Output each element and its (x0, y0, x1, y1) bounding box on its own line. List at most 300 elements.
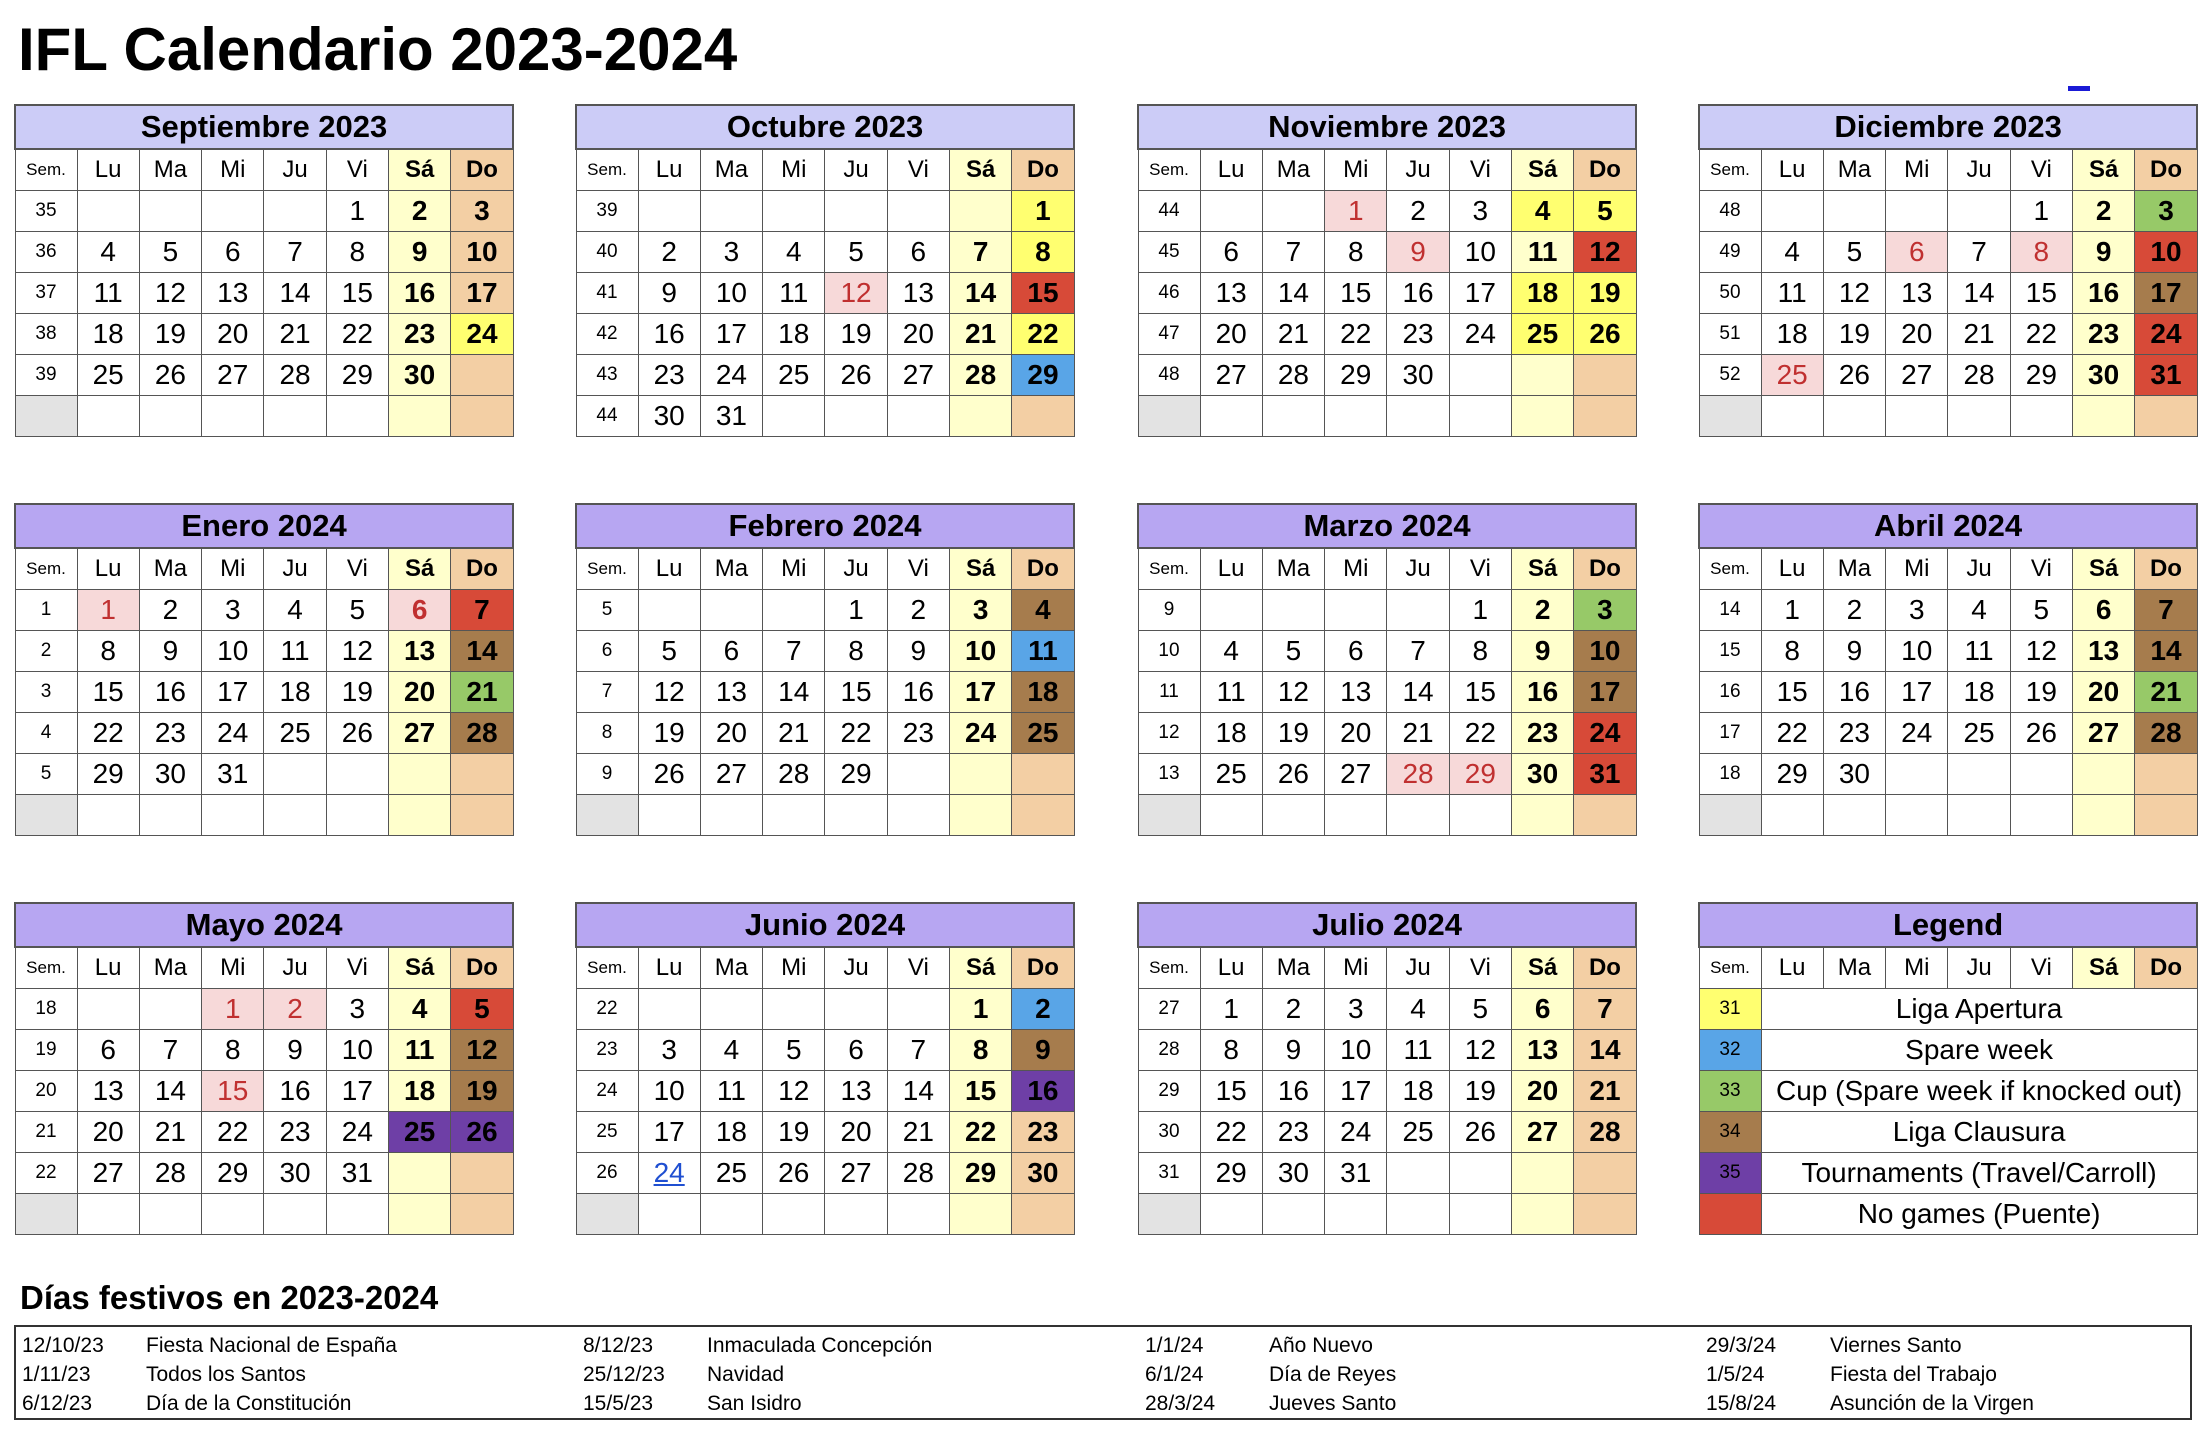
day-cell: 3 (1449, 191, 1511, 232)
legend-swatch: 32 (1699, 1030, 1761, 1071)
day-cell: 29 (1200, 1153, 1262, 1194)
day-cell: 17 (1449, 273, 1511, 314)
day-cell: 21 (139, 1112, 201, 1153)
day-cell: 28 (139, 1153, 201, 1194)
day-cell: 4 (1012, 590, 1074, 631)
weekday-header-wednesday: Mi (1886, 548, 1948, 590)
day-cell: 16 (638, 314, 700, 355)
day-cell: 10 (1574, 631, 1636, 672)
week-number: 9 (576, 754, 638, 795)
day-cell (1262, 590, 1324, 631)
day-cell: 11 (763, 273, 825, 314)
day-cell: 22 (202, 1112, 264, 1153)
day-cell: 13 (825, 1071, 887, 1112)
day-cell: 29 (949, 1153, 1011, 1194)
week-row (15, 1112, 513, 1153)
day-cell (326, 795, 388, 836)
day-cell: 27 (1511, 1112, 1573, 1153)
day-cell: 14 (2135, 631, 2197, 672)
day-cell (887, 1194, 949, 1235)
day-cell: 31 (2135, 355, 2197, 396)
day-cell: 21 (887, 1112, 949, 1153)
day-cell (2010, 795, 2072, 836)
month-calendar (1137, 503, 1637, 836)
day-cell: 5 (1823, 232, 1885, 273)
day-cell: 22 (2010, 314, 2072, 355)
holiday-item (22, 1389, 397, 1418)
weekday-header-friday: Vi (887, 548, 949, 590)
day-cell: 27 (887, 355, 949, 396)
day-cell: 11 (700, 1071, 762, 1112)
selection-marker (2068, 86, 2090, 91)
legend-swatch: 31 (1699, 989, 1761, 1030)
day-cell: 10 (202, 631, 264, 672)
week-number: 30 (1138, 1112, 1200, 1153)
day-cell: 24 (949, 713, 1011, 754)
day-cell (77, 396, 139, 437)
holiday-date: 1/1/24 (1145, 1334, 1204, 1357)
week-row (576, 1194, 1074, 1235)
day-cell: 9 (139, 631, 201, 672)
week-header: Sem. (576, 947, 638, 989)
month-title: Marzo 2024 (1138, 504, 1636, 548)
day-cell (264, 191, 326, 232)
weekday-header-saturday: Sá (2072, 947, 2134, 989)
week-header: Sem. (15, 149, 77, 191)
day-cell: 5 (638, 631, 700, 672)
day-cell (1948, 191, 2010, 232)
day-cell: 14 (1948, 273, 2010, 314)
day-cell: 13 (1200, 273, 1262, 314)
day-cell: 28 (1387, 754, 1449, 795)
day-cell: 6 (202, 232, 264, 273)
day-cell (763, 396, 825, 437)
day-cell: 4 (700, 1030, 762, 1071)
week-row (15, 1153, 513, 1194)
day-cell: 31 (326, 1153, 388, 1194)
day-cell (451, 396, 513, 437)
week-row (1699, 795, 2197, 836)
day-cell: 27 (388, 713, 450, 754)
day-cell (1823, 396, 1885, 437)
weekday-header-thursday: Ju (1948, 947, 2010, 989)
week-row (1138, 1030, 1636, 1071)
weekday-header-sunday: Do (2135, 548, 2197, 590)
day-cell: 30 (1012, 1153, 1074, 1194)
weekday-header-saturday: Sá (1511, 947, 1573, 989)
weekday-header-friday: Vi (2010, 947, 2072, 989)
day-cell: 10 (2135, 232, 2197, 273)
day-cell: 21 (763, 713, 825, 754)
day-cell: 15 (1325, 273, 1387, 314)
day-cell (700, 191, 762, 232)
day-cell: 29 (202, 1153, 264, 1194)
day-cell: 8 (202, 1030, 264, 1071)
day-cell: 20 (77, 1112, 139, 1153)
day-cell: 4 (1511, 191, 1573, 232)
week-number: 8 (576, 713, 638, 754)
day-cell: 5 (326, 590, 388, 631)
day-cell: 3 (451, 191, 513, 232)
week-row (576, 672, 1074, 713)
week-number: 5 (576, 590, 638, 631)
day-cell (700, 989, 762, 1030)
day-cell (1511, 1153, 1573, 1194)
day-cell (763, 1194, 825, 1235)
day-cell: 1 (2010, 191, 2072, 232)
day-cell: 16 (1387, 273, 1449, 314)
day-cell (451, 355, 513, 396)
month-title: Julio 2024 (1138, 903, 1636, 947)
day-cell: 2 (264, 989, 326, 1030)
week-number: 3 (15, 672, 77, 713)
day-cell: 17 (949, 672, 1011, 713)
weekday-header-monday: Lu (1200, 149, 1262, 191)
week-header: Sem. (1138, 947, 1200, 989)
day-cell: 16 (1262, 1071, 1324, 1112)
day-cell: 2 (887, 590, 949, 631)
day-cell (1449, 355, 1511, 396)
day-cell: 14 (139, 1071, 201, 1112)
day-cell: 12 (763, 1071, 825, 1112)
day-cell: 25 (388, 1112, 450, 1153)
day-cell: 16 (1823, 672, 1885, 713)
weekday-header-monday: Lu (1200, 548, 1262, 590)
day-cell: 23 (2072, 314, 2134, 355)
week-row (15, 314, 513, 355)
day-cell: 9 (887, 631, 949, 672)
day-cell: 24 (451, 314, 513, 355)
weekday-header-friday: Vi (326, 947, 388, 989)
day-cell: 2 (1387, 191, 1449, 232)
weekday-header-friday: Vi (326, 149, 388, 191)
day-cell: 28 (1948, 355, 2010, 396)
holiday-name: Viernes Santo (1830, 1334, 1962, 1357)
weekday-header-tuesday: Ma (1262, 947, 1324, 989)
day-cell: 26 (825, 355, 887, 396)
week-number: 40 (576, 232, 638, 273)
week-number: 10 (1138, 631, 1200, 672)
legend-table (1698, 902, 2198, 1235)
week-number: 25 (576, 1112, 638, 1153)
week-number: 35 (15, 191, 77, 232)
weekday-header-saturday: Sá (949, 947, 1011, 989)
weekday-header-friday: Vi (2010, 149, 2072, 191)
day-cell (949, 1194, 1011, 1235)
day-cell: 4 (1948, 590, 2010, 631)
day-cell: 27 (700, 754, 762, 795)
day-cell: 30 (2072, 355, 2134, 396)
holiday-item (1706, 1389, 2034, 1418)
week-number: 31 (1138, 1153, 1200, 1194)
day-cell: 28 (949, 355, 1011, 396)
week-number: 49 (1699, 232, 1761, 273)
day-cell: 2 (139, 590, 201, 631)
day-cell: 30 (1511, 754, 1573, 795)
day-cell (1886, 191, 1948, 232)
day-cell: 29 (1449, 754, 1511, 795)
holiday-item (1145, 1389, 1396, 1418)
week-header: Sem. (1138, 548, 1200, 590)
weekday-header-thursday: Ju (1387, 149, 1449, 191)
week-number: 20 (15, 1071, 77, 1112)
week-row (15, 191, 513, 232)
day-cell (1325, 795, 1387, 836)
day-cell (326, 754, 388, 795)
day-cell: 1 (326, 191, 388, 232)
week-number: 48 (1138, 355, 1200, 396)
week-row (1138, 989, 1636, 1030)
month-calendar (1698, 503, 2198, 836)
day-cell (388, 754, 450, 795)
day-cell: 15 (77, 672, 139, 713)
day-cell (887, 795, 949, 836)
week-row (1699, 672, 2197, 713)
day-cell: 14 (1387, 672, 1449, 713)
day-cell: 7 (2135, 590, 2197, 631)
week-row (1699, 191, 2197, 232)
legend-item (1699, 989, 2197, 1030)
week-number: 52 (1699, 355, 1761, 396)
week-number: 9 (1138, 590, 1200, 631)
day-cell: 22 (326, 314, 388, 355)
day-cell: 8 (949, 1030, 1011, 1071)
weekday-header-wednesday: Mi (763, 548, 825, 590)
day-cell (763, 191, 825, 232)
weekday-header-friday: Vi (326, 548, 388, 590)
day-cell: 11 (1200, 672, 1262, 713)
day-cell: 30 (388, 355, 450, 396)
day-cell: 19 (1574, 273, 1636, 314)
day-cell (638, 1194, 700, 1235)
day-cell: 19 (1823, 314, 1885, 355)
day-cell: 1 (1012, 191, 1074, 232)
weekday-header-thursday: Ju (825, 548, 887, 590)
day-cell: 19 (1449, 1071, 1511, 1112)
month-title: Abril 2024 (1699, 504, 2197, 548)
day-cell: 29 (1012, 355, 1074, 396)
legend-swatch: 33 (1699, 1071, 1761, 1112)
week-number: 28 (1138, 1030, 1200, 1071)
day-cell: 19 (326, 672, 388, 713)
week-row (15, 273, 513, 314)
day-cell: 17 (202, 672, 264, 713)
week-row (15, 631, 513, 672)
legend-item (1699, 1071, 2197, 1112)
week-row (1699, 355, 2197, 396)
weekday-header-sunday: Do (451, 548, 513, 590)
day-cell (1012, 754, 1074, 795)
day-cell: 7 (763, 631, 825, 672)
holiday-item (22, 1331, 397, 1360)
holiday-name: Todos los Santos (146, 1363, 306, 1386)
day-cell (139, 989, 201, 1030)
day-cell: 9 (1387, 232, 1449, 273)
week-number: 38 (15, 314, 77, 355)
day-cell: 17 (1886, 672, 1948, 713)
week-row (15, 1071, 513, 1112)
day-cell (1948, 795, 2010, 836)
day-cell: 14 (949, 273, 1011, 314)
week-number (15, 1194, 77, 1235)
day-cell: 7 (1574, 989, 1636, 1030)
day-cell: 21 (2135, 672, 2197, 713)
day-cell: 1 (1200, 989, 1262, 1030)
day-cell (1574, 1153, 1636, 1194)
weekday-header-thursday: Ju (264, 548, 326, 590)
day-cell: 4 (77, 232, 139, 273)
day-cell: 13 (887, 273, 949, 314)
day-cell: 26 (763, 1153, 825, 1194)
day-cell (1387, 795, 1449, 836)
day-cell: 7 (887, 1030, 949, 1071)
day-cell: 31 (700, 396, 762, 437)
day-cell: 17 (326, 1071, 388, 1112)
holiday-date: 29/3/24 (1706, 1334, 1777, 1357)
day-cell: 16 (887, 672, 949, 713)
legend-item (1699, 1030, 2197, 1071)
week-row (1138, 754, 1636, 795)
week-row (576, 989, 1074, 1030)
month-title: Noviembre 2023 (1138, 105, 1636, 149)
day-cell: 29 (1325, 355, 1387, 396)
day-cell: 3 (1886, 590, 1948, 631)
day-cell: 25 (1948, 713, 2010, 754)
day-cell: 11 (1387, 1030, 1449, 1071)
day-cell: 1 (77, 590, 139, 631)
day-cell (77, 191, 139, 232)
day-cell: 15 (1449, 672, 1511, 713)
day-cell (1449, 1153, 1511, 1194)
week-row (576, 713, 1074, 754)
day-cell: 3 (700, 232, 762, 273)
week-row (576, 1153, 1074, 1194)
week-number: 18 (15, 989, 77, 1030)
day-cell: 1 (1325, 191, 1387, 232)
day-cell: 22 (825, 713, 887, 754)
weekday-header-monday: Lu (1761, 548, 1823, 590)
holiday-date: 12/10/23 (22, 1334, 104, 1357)
day-cell: 18 (388, 1071, 450, 1112)
holiday-item (1706, 1331, 2034, 1360)
day-cell: 26 (1262, 754, 1324, 795)
week-number: 6 (576, 631, 638, 672)
day-cell: 19 (139, 314, 201, 355)
day-cell: 4 (388, 989, 450, 1030)
week-number: 51 (1699, 314, 1761, 355)
day-cell (1387, 396, 1449, 437)
weekday-header-tuesday: Ma (1823, 947, 1885, 989)
week-row (1138, 795, 1636, 836)
day-cell (202, 795, 264, 836)
day-cell: 15 (2010, 273, 2072, 314)
day-cell: 22 (1325, 314, 1387, 355)
week-row (1138, 672, 1636, 713)
day-cell: 13 (1325, 672, 1387, 713)
weekday-header-sunday: Do (1012, 548, 1074, 590)
day-cell: 7 (1948, 232, 2010, 273)
day-cell[interactable]: 24 (638, 1153, 700, 1194)
day-cell (1449, 1194, 1511, 1235)
day-cell: 10 (1449, 232, 1511, 273)
day-cell: 1 (825, 590, 887, 631)
day-cell (700, 590, 762, 631)
day-cell: 7 (451, 590, 513, 631)
day-cell: 10 (1325, 1030, 1387, 1071)
day-cell: 11 (1012, 631, 1074, 672)
day-cell: 5 (451, 989, 513, 1030)
day-cell: 3 (2135, 191, 2197, 232)
week-row (576, 273, 1074, 314)
day-cell: 5 (825, 232, 887, 273)
day-cell: 12 (451, 1030, 513, 1071)
week-number: 43 (576, 355, 638, 396)
day-cell: 6 (887, 232, 949, 273)
day-cell (1886, 396, 1948, 437)
week-number: 48 (1699, 191, 1761, 232)
week-row (15, 232, 513, 273)
holiday-name: Fiesta del Trabajo (1830, 1363, 1997, 1386)
day-cell (139, 795, 201, 836)
day-cell: 8 (2010, 232, 2072, 273)
month-title: Enero 2024 (15, 504, 513, 548)
weekday-header-thursday: Ju (264, 947, 326, 989)
day-cell (638, 590, 700, 631)
week-row (1138, 1071, 1636, 1112)
day-cell: 26 (1449, 1112, 1511, 1153)
weekday-header-thursday: Ju (1387, 947, 1449, 989)
day-cell (638, 989, 700, 1030)
day-cell (2072, 795, 2134, 836)
day-cell (763, 989, 825, 1030)
week-row (1699, 713, 2197, 754)
week-row (1138, 273, 1636, 314)
day-cell: 12 (638, 672, 700, 713)
day-cell: 9 (1012, 1030, 1074, 1071)
day-cell: 23 (1387, 314, 1449, 355)
day-cell (1325, 590, 1387, 631)
day-cell (326, 1194, 388, 1235)
day-cell (887, 754, 949, 795)
week-row (1138, 191, 1636, 232)
holiday-item (583, 1360, 932, 1389)
day-cell: 30 (1262, 1153, 1324, 1194)
legend-label: No games (Puente) (1761, 1194, 2197, 1235)
weekday-header-wednesday: Mi (763, 947, 825, 989)
day-cell: 18 (1012, 672, 1074, 713)
day-cell (638, 795, 700, 836)
day-cell (1325, 396, 1387, 437)
day-cell: 6 (2072, 590, 2134, 631)
week-number: 15 (1699, 631, 1761, 672)
week-row (15, 795, 513, 836)
day-cell (1886, 754, 1948, 795)
day-cell: 25 (763, 355, 825, 396)
weekday-header-tuesday: Ma (139, 947, 201, 989)
day-cell: 2 (1012, 989, 1074, 1030)
day-cell (202, 396, 264, 437)
day-cell: 30 (638, 396, 700, 437)
weekday-header-friday: Vi (887, 149, 949, 191)
day-cell: 25 (1761, 355, 1823, 396)
day-cell: 26 (451, 1112, 513, 1153)
day-cell: 25 (700, 1153, 762, 1194)
weekday-header-saturday: Sá (2072, 149, 2134, 191)
week-number (15, 396, 77, 437)
holiday-date: 15/8/24 (1706, 1392, 1777, 1415)
week-row (576, 396, 1074, 437)
day-cell: 20 (388, 672, 450, 713)
